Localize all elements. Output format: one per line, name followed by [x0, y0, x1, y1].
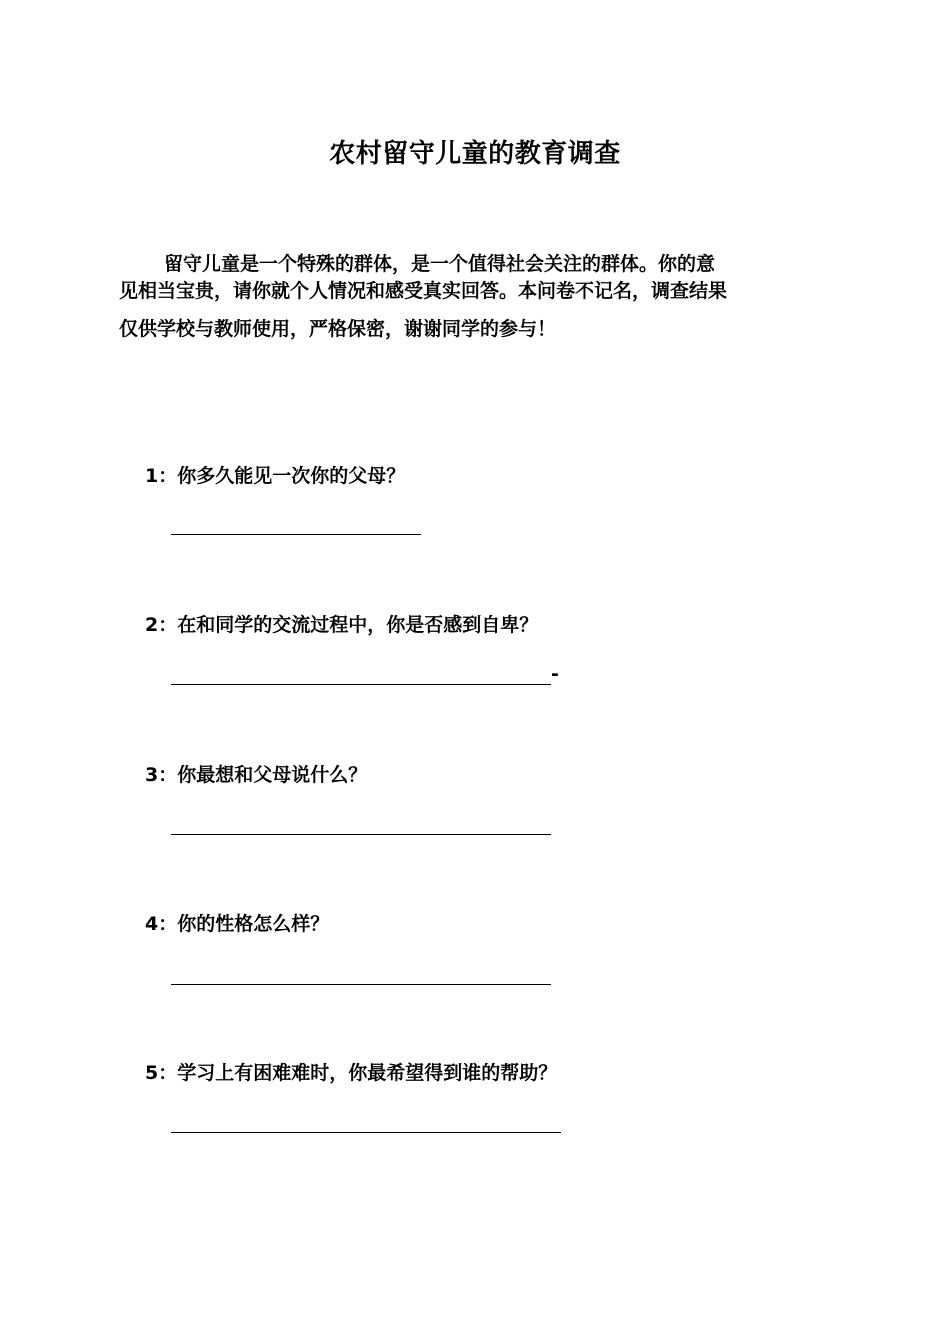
page-title: 农村留守儿童的教育调查 [329, 139, 621, 169]
question-5: 5：学习上有困难难时，你最希望得到谁的帮助？ [145, 1062, 558, 1084]
question-2: 2：在和同学的交流过程中，你是否感到自卑？ [145, 614, 539, 636]
question-4: 4：你的性格怎么样？ [145, 913, 330, 935]
answer-line-5[interactable] [171, 1132, 561, 1133]
intro-line-3: 仅供学校与教师使用，严格保密，谢谢同学的参与！ [119, 318, 557, 340]
answer-line-3[interactable] [171, 834, 551, 835]
answer-line-1[interactable] [171, 534, 421, 535]
answer-line-2-suffix: - [551, 663, 559, 685]
question-1: 1：你多久能见一次你的父母？ [145, 465, 406, 487]
intro-line-1: 留守儿童是一个特殊的群体，是一个值得社会关注的群体。你的意 [164, 253, 716, 275]
answer-line-2[interactable] [171, 684, 551, 685]
answer-line-4[interactable] [171, 984, 551, 985]
intro-line-2: 见相当宝贵，请你就个人情况和感受真实回答。本问卷不记名，调查结果 [119, 280, 728, 302]
question-3: 3：你最想和父母说什么？ [145, 764, 368, 786]
